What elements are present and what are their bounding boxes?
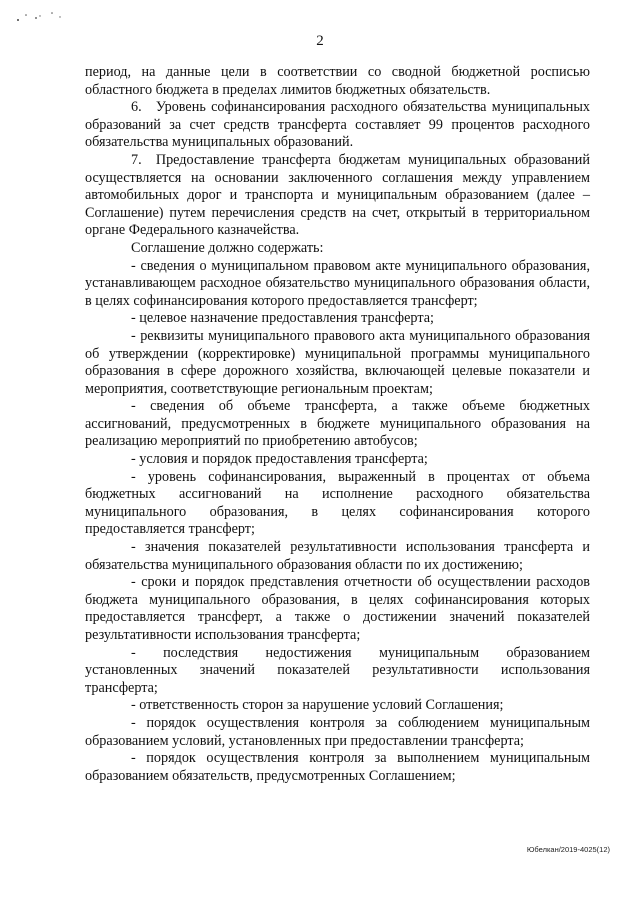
paragraph: - ответственность сторон за нарушение условий Соглашения; <box>131 697 504 714</box>
paragraph: - порядок осуществления контроля за выполнением муниципальным образованием обязательств, предусмотренных Соглашением; <box>85 750 590 784</box>
paragraph: - целевое назначение предоставления трансферта; <box>131 310 434 327</box>
scan-speck-marks <box>12 6 72 30</box>
paragraph: - сведения о муниципальном правовом акте муниципального образования, устанавливающем расходное обязательство муниципального образования области, в целях софинансирования которого предоставляется трансферт; <box>85 257 590 309</box>
paragraph: период, на данные цели в соответствии со сводной бюджетной росписью областного бюджета в пределах лимитов бюджетных обязательств. <box>85 64 590 98</box>
paragraph: - сроки и порядок представления отчетности об осуществлении расходов бюджета муниципального образования, в целях софинансирования которых предоставляется трансферт, а также о достижении значений показателей результативности использования трансферта; <box>85 574 590 643</box>
paragraph: - условия и порядок предоставления трансферта; <box>131 451 428 468</box>
paragraph: - сведения об объеме трансферта, а также объеме бюджетных ассигнований, предусмотренных в бюджете муниципального образования на реализацию мероприятий по приобретению автобусов; <box>85 398 590 450</box>
paragraph: - уровень софинансирования, выраженный в процентах от объема бюджетных ассигнований на исполнение расходного обязательства муниципального образования, в целях софинансирования которого предоставляется трансферт; <box>85 468 590 538</box>
paragraph: 6. Уровень софинансирования расходного обязательства муниципальных образований за счет средств трансферта составляет 99 процентов расходного обязательства муниципальных образований. <box>85 99 590 151</box>
document-body <box>85 64 590 785</box>
paragraph: - порядок осуществления контроля за соблюдением муниципальным образованием условий, установленных при предоставлении трансферта; <box>85 714 590 749</box>
paragraph: Соглашение должно содержать: <box>131 239 324 256</box>
paragraph: - последствия недостижения муниципальным образованием установленных значений показателей результативности использования трансферта; <box>85 644 590 696</box>
paragraph: - значения показателей результативности использования трансферта и обязательства муниципального образования области по их достижению; <box>85 539 590 573</box>
footer-document-code: Юбелкан/2019-4025(12) <box>526 845 610 854</box>
page-number: 2 <box>316 33 324 49</box>
paragraph: - реквизиты муниципального правового акта муниципального образования об утверждении (корректировке) муниципальной программы муниципального образования в сфере дорожного хозяйства, включающей целевые показатели и мероприятия, соответствующие региональным проектам; <box>85 327 590 397</box>
paragraph: 7. Предоставление трансферта бюджетам муниципальных образований осуществляется на основании заключенного соглашения между управлением автомобильных дорог и транспорта и муниципальным образованием (далее – Соглашение) путем перечисления средств на счет, открытый в территориальном органе Федерального казначейства. <box>85 151 590 239</box>
